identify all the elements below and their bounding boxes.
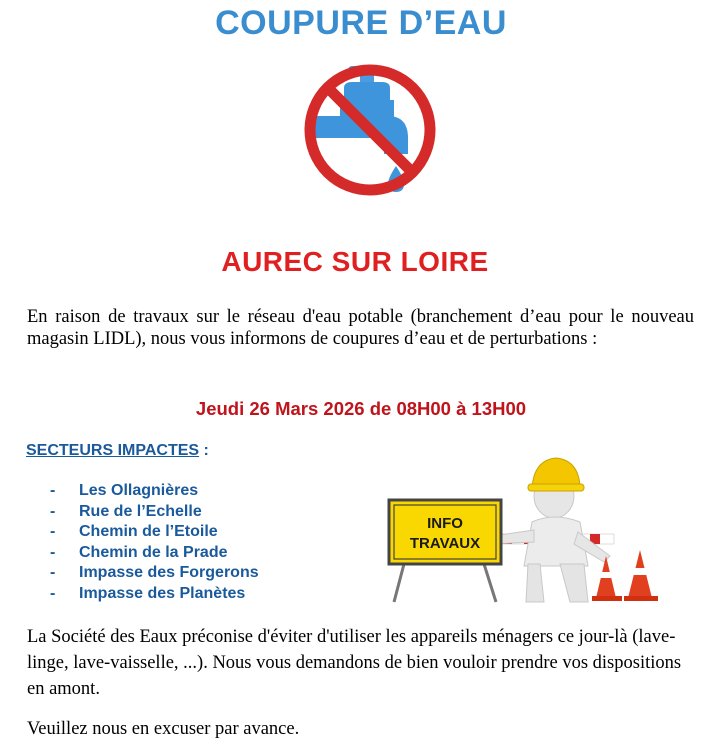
- page-title: COUPURE D’EAU: [215, 4, 507, 42]
- sectors-heading-text: SECTEURS IMPACTES: [26, 442, 200, 459]
- closing-text: Veuillez nous en excuser par avance.: [27, 719, 300, 739]
- info-sign-icon: [389, 500, 501, 602]
- sign-text-travaux: TRAVAUX: [409, 535, 481, 552]
- advice-paragraph: La Société des Eaux préconise d'éviter d'utiliser les appareils ménagers ce jour-là (lave-linge, lave-vaisselle, ...). Nous vous demandons de bien vouloir prendre vos dispositions en amont.: [27, 627, 682, 699]
- bullet-dash: -: [50, 502, 56, 520]
- sector-name: Rue de l’Echelle: [79, 502, 202, 520]
- sector-name: Impasse des Forgerons: [79, 564, 259, 581]
- sector-name: Chemin de l’Etoile: [79, 523, 218, 540]
- date-line: Jeudi 26 Mars 2026 de 08H00 à 13H00: [195, 398, 527, 419]
- city-heading: AUREC SUR LOIRE: [221, 246, 489, 277]
- list-item: [50, 481, 259, 502]
- sector-name: Chemin de la Prade: [79, 543, 228, 561]
- sign-text-info: INFO: [427, 515, 463, 532]
- list-item: [50, 522, 259, 543]
- bullet-dash: -: [50, 482, 56, 499]
- list-item: [50, 584, 259, 605]
- bullet-dash: -: [50, 543, 56, 561]
- sector-name: Impasse des Planètes: [79, 584, 246, 602]
- sector-name: Les Ollagnières: [79, 482, 199, 499]
- no-water-tap-icon: [300, 54, 440, 206]
- list-item: [50, 502, 259, 523]
- worker-figure-icon: [490, 458, 610, 602]
- sectors-list: [50, 481, 259, 604]
- sectors-heading-colon: :: [199, 442, 209, 459]
- list-item: [50, 563, 259, 584]
- intro-paragraph: En raison de travaux sur le réseau d'eau potable (branchement d’eau pour le nouveau magasin LIDL), nous vous informons de coupures d’eau et de perturbations :: [27, 307, 694, 349]
- bullet-dash: -: [50, 523, 56, 540]
- bullet-dash: -: [50, 564, 56, 581]
- info-travaux-illustration: [384, 438, 684, 604]
- bullet-dash: -: [50, 584, 56, 602]
- list-item: [50, 543, 259, 564]
- sectors-heading: [26, 442, 209, 460]
